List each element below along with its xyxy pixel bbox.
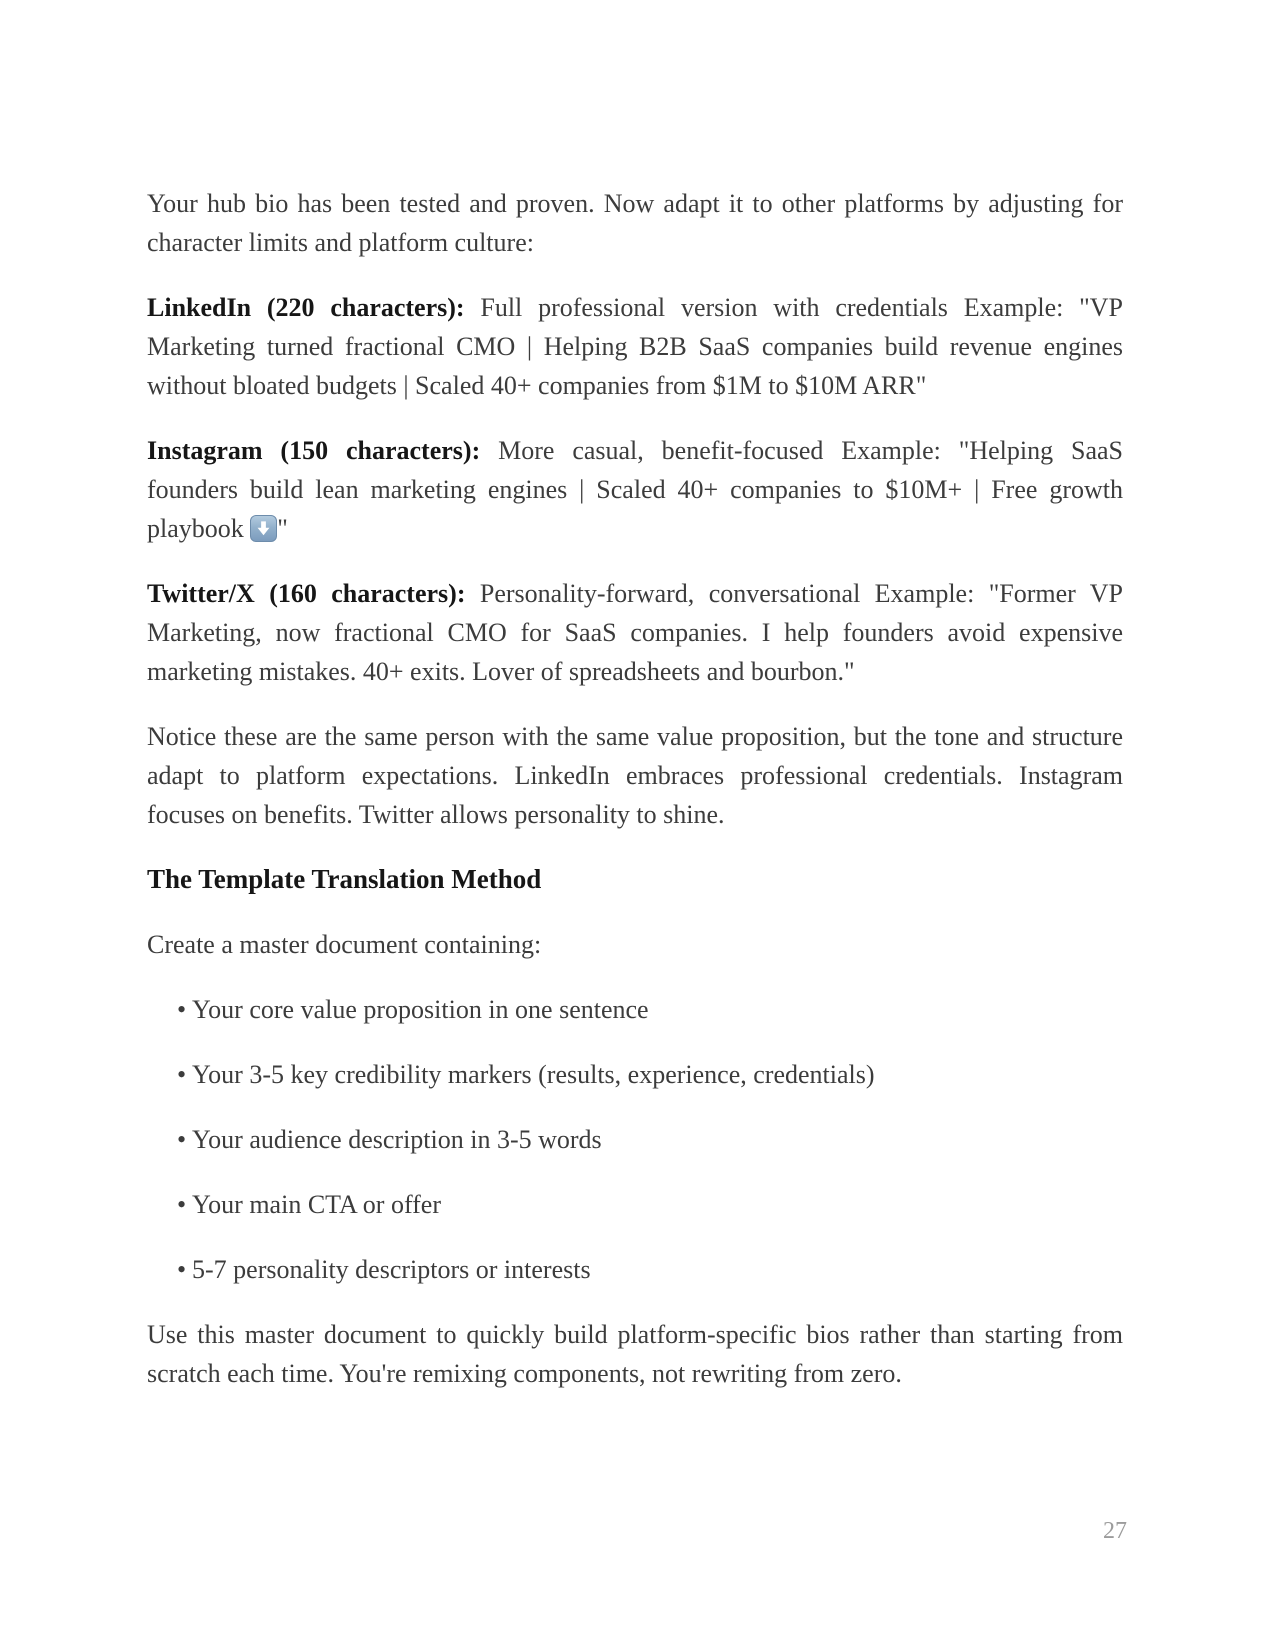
list-intro-paragraph: Create a master document containing: bbox=[147, 930, 542, 959]
list-item bbox=[147, 1055, 1123, 1094]
section-heading: The Template Translation Method bbox=[147, 864, 542, 894]
instagram-body-closing-quote: " bbox=[277, 514, 288, 543]
list-item-text: Your 3-5 key credibility markers (results, experience, credentials) bbox=[192, 1060, 875, 1089]
list-item-text: Your audience description in 3-5 words bbox=[192, 1125, 602, 1154]
bullet-icon: • bbox=[177, 1255, 187, 1284]
twitter-paragraph bbox=[147, 574, 1123, 691]
list-item-text: Your main CTA or offer bbox=[192, 1190, 442, 1219]
list-item bbox=[147, 1185, 1123, 1224]
list-item bbox=[147, 1250, 1123, 1289]
bullet-icon: • bbox=[177, 1190, 187, 1219]
intro-text: Your hub bio has been tested and proven. Now adapt it to other platforms by adjusting for character limits and platform culture: bbox=[147, 189, 1123, 257]
twitter-label: Twitter/X (160 characters): bbox=[147, 579, 466, 608]
bullet-icon: • bbox=[177, 995, 187, 1024]
notice-paragraph bbox=[147, 717, 1123, 834]
bullet-icon: • bbox=[177, 1125, 187, 1154]
instagram-body: More casual, benefit-focused Example: "Helping SaaS founders build lean marketing engines | Scaled 40+ companies to $10M+ | Free growth playbook bbox=[147, 436, 1124, 543]
twitter-body: Personality-forward, conversational Example: "Former VP Marketing, now fractional CMO for SaaS companies. I help founders avoid expensive marketing mistakes. 40+ exits. Lover of spreadsheets and bourbon." bbox=[147, 579, 1123, 686]
linkedin-paragraph bbox=[147, 288, 1123, 405]
list-item bbox=[147, 1120, 1123, 1159]
closing-text: Use this master document to quickly build platform-specific bios rather than starting from scratch each time. You're remixing components, not rewriting from zero. bbox=[147, 1320, 1123, 1388]
list-item-text: Your core value proposition in one sentence bbox=[192, 995, 649, 1024]
list-item bbox=[147, 990, 1123, 1029]
linkedin-label: LinkedIn (220 characters): bbox=[147, 293, 465, 322]
bullet-icon: • bbox=[177, 1060, 187, 1089]
page-number: 27 bbox=[1103, 1518, 1127, 1544]
instagram-label: Instagram (150 characters): bbox=[147, 436, 481, 465]
closing-paragraph bbox=[147, 1315, 1123, 1393]
linkedin-body: Full professional version with credentials Example: "VP Marketing turned fractional CMO | Helping B2B SaaS companies build revenue engines without bloated budgets | Scaled 40+ companies from $1M to $10M ARR" bbox=[147, 293, 1123, 400]
down-arrow-button-icon bbox=[250, 515, 277, 542]
notice-text: Notice these are the same person with the same value proposition, but the tone and structure adapt to platform expectations. LinkedIn embraces professional credentials. Instagram focuses on benefits. Twitter allows personality to shine. bbox=[147, 722, 1123, 829]
instagram-paragraph bbox=[147, 431, 1123, 548]
intro-paragraph bbox=[147, 184, 1123, 262]
list-item-text: 5-7 personality descriptors or interests bbox=[192, 1255, 591, 1284]
